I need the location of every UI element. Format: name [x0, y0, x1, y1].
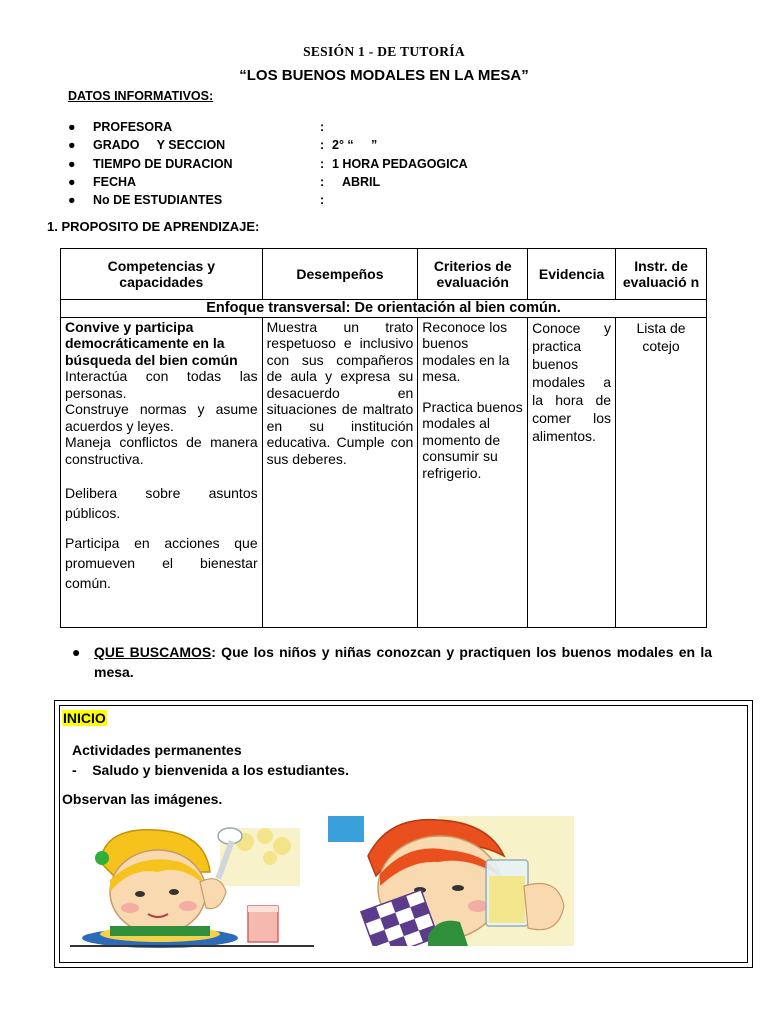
observan-text: Observan las imágenes. — [62, 791, 223, 807]
info-label: GRADO Y SECCION — [93, 138, 226, 152]
datos-heading: DATOS INFORMATIVOS: — [68, 89, 214, 103]
criterios-cell — [418, 317, 528, 627]
table-row — [61, 317, 707, 627]
info-label: No DE ESTUDIANTES — [93, 193, 223, 207]
info-label: TIEMPO DE DURACION — [93, 157, 233, 171]
bullet-icon: ● — [68, 157, 76, 171]
page-title: “LOS BUENOS MODALES EN LA MESA” — [239, 67, 529, 84]
info-value: ABRIL — [332, 175, 381, 189]
bullet-icon: ● — [68, 138, 76, 152]
actividades-heading: Actividades permanentes — [72, 742, 242, 758]
bullet-icon: ● — [68, 193, 76, 207]
capacidad-item: Delibera sobre asuntos públicos. — [65, 485, 258, 521]
que-buscamos-text: : Que los niños y niñas conozcan y practiquen los buenos modales en la mesa. — [94, 644, 712, 680]
header-evidencia: Evidencia — [528, 249, 616, 300]
criterio-item: Practica buenos modales al momento de consumir su refrigerio. — [422, 398, 523, 481]
capacidad-item: Participa en acciones que promueven el bienestar común. — [65, 535, 258, 591]
header-criterios: Criterios de evaluación — [418, 249, 528, 300]
saludo-item: - Saludo y bienvenida a los estudiantes. — [72, 762, 349, 778]
bullet-icon: ● — [68, 120, 76, 134]
evidencia-cell: Conoce y practica buenos modales a la hora de comer los alimentos. — [528, 317, 616, 627]
que-buscamos — [72, 642, 712, 682]
bullet-icon: ● — [68, 175, 76, 189]
que-buscamos-label: QUE BUSCAMOS — [94, 644, 212, 660]
header-competencias: Competencias y capacidades — [61, 249, 263, 300]
competencias-cell — [61, 317, 263, 627]
enfoque-row — [61, 300, 707, 318]
info-label: FECHA — [93, 175, 137, 189]
enfoque-text: Enfoque transversal: De orientación al bien común. — [61, 300, 707, 318]
child-eating-image — [70, 822, 314, 950]
info-value: 2° “ ” — [332, 138, 378, 152]
header-instrumento: Instr. de evaluació n — [616, 249, 707, 300]
instrumento-cell: Lista de cotejo — [616, 317, 707, 627]
desempeno-cell: Muestra un trato respetuoso e inclusivo con sus compañeros de aula y expresa su desacuerdo en situaciones de maltrato en su institución educativa. Cumple con sus deberes. — [262, 317, 418, 627]
capacidad-item: Interactúa con todas las personas. — [65, 368, 258, 401]
proposito-table — [60, 248, 707, 628]
child-drinking-image — [328, 816, 574, 946]
info-label: PROFESORA — [93, 120, 173, 134]
header-desempenos: Desempeños — [262, 249, 418, 300]
proposito-heading: 1. PROPOSITO DE APRENDIZAJE: — [47, 219, 260, 234]
bullet-icon: ● — [72, 644, 81, 660]
capacidad-item: Construye normas y asume acuerdos y leyes. — [65, 401, 258, 434]
info-value: 1 HORA PEDAGOGICA — [332, 157, 468, 171]
capacidad-item: Maneja conflictos de manera constructiva. — [65, 434, 258, 467]
competencia-title: Convive y participa democráticamente en la búsqueda del bien común — [65, 318, 238, 368]
criterio-item: Reconoce los buenos modales en la mesa. — [422, 318, 510, 384]
table-header-row — [61, 249, 707, 300]
inicio-label: INICIO — [63, 710, 106, 726]
session-title: SESIÓN 1 - DE TUTORÍA — [303, 44, 465, 59]
